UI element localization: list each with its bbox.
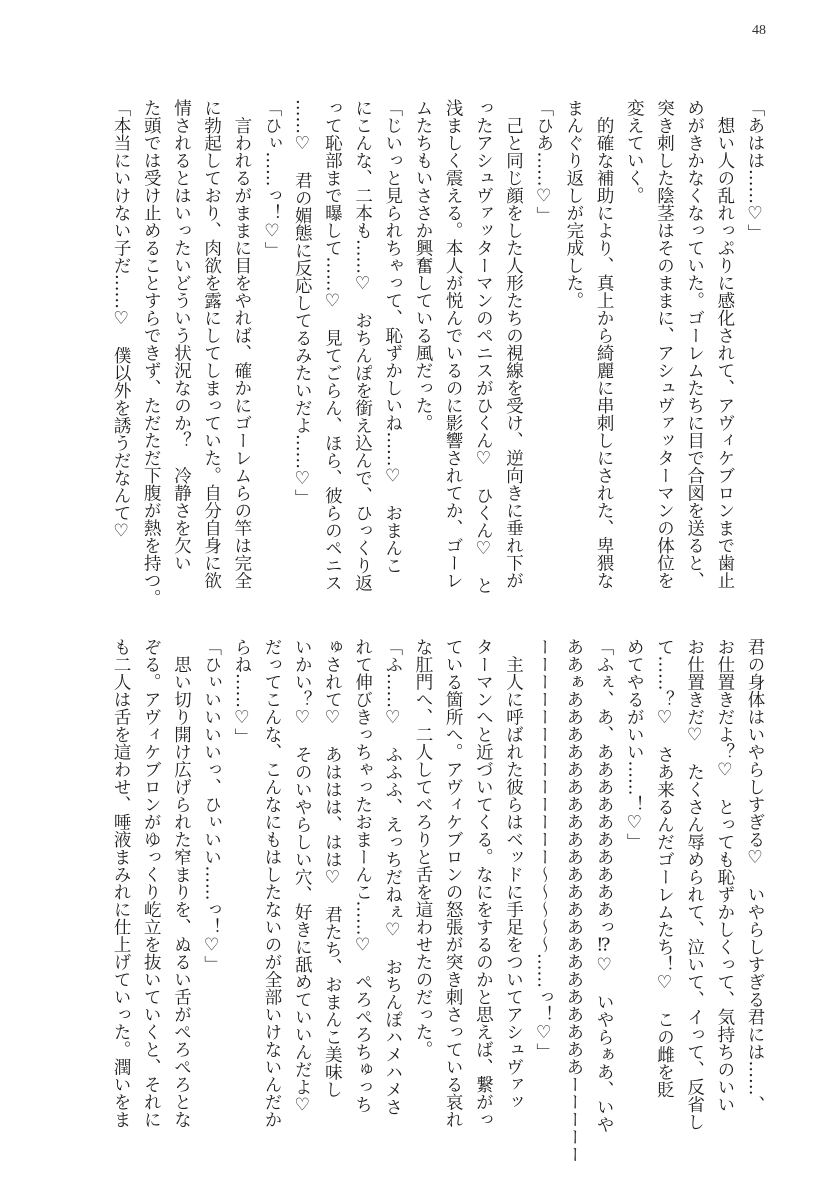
- top-text-block: [106, 99, 770, 607]
- bottom-text-block: [106, 638, 770, 1163]
- text-column: めてやるがいい……！♡」: [624, 638, 645, 851]
- text-column: 情されるとはいったいどういう状況なのか？ 冷静さを欠い: [171, 99, 192, 572]
- text-column: 君の身体はいやらしすぎる♡ いやらしすぎる君には……、: [745, 638, 765, 1113]
- text-column: 「ふぇ、あ、ああああああああああっ⁉♡ いやらぁあ、いや: [594, 638, 615, 1133]
- text-column: に勃起しており、肉欲を露にしてしまっていた。自分自身に欲: [201, 99, 222, 589]
- text-column: て……？♡ さあ来るんだゴーレムたち！♡ この雌を貶: [654, 638, 675, 1098]
- text-column: ああぁああああああああああああああああああああああーーーーー: [563, 638, 584, 1163]
- text-column: めがきかなくなっていた。ゴーレムたちに目で合図を送ると、: [684, 99, 705, 589]
- text-column: 「じいっと見られちゃって、恥ずかしいね……♡ おまんこ: [382, 99, 403, 574]
- text-column: 変えていく。: [624, 99, 645, 204]
- text-column: いかい？♡ そのいやらしい穴、好きに舐めていいんだよ♡: [292, 638, 313, 1116]
- text-column: らね……♡」: [231, 638, 252, 746]
- text-column: 主人に呼ばれた彼らはベッドに手足をついてアシュヴァッ: [503, 638, 524, 1111]
- text-column: 「あはは……♡」: [745, 99, 765, 242]
- text-column: 「ひぃ……っ！♡」: [262, 99, 282, 259]
- text-column: 浅ましく震える。本人が悦んでいるのに影響されてか、ゴーレ: [443, 99, 464, 589]
- text-column: ている箇所へ。アヴィケブロンの怒張が突き刺さっている哀れ: [443, 638, 464, 1128]
- text-column: 思い切り開け広げられた窄まりを、ぬるい舌がぺろぺろとな: [171, 638, 192, 1128]
- text-column: ーーーーーーーーーーーーー〜〜〜〜〜……っ！♡」: [533, 638, 554, 1061]
- text-column: お仕置きだ♡ たくさん辱められて、泣いて、イって、反省し: [684, 638, 705, 1131]
- text-column: 「ひあ……♡」: [533, 99, 554, 224]
- text-column: 「ひぃいいいいっ、ひぃいい……っ！♡」: [201, 638, 222, 973]
- text-column: って恥部まで曝して……♡ 見てごらん、ほら、彼らのペニス: [322, 99, 343, 592]
- text-column: 己と同じ顔をした人形たちの視線を受け、逆向きに垂れ下が: [503, 99, 524, 589]
- text-column: 想い人の乱れっぷりに感化されて、アヴィケブロンまで歯止: [714, 99, 735, 589]
- text-column: 「本当にいけない子だ……♡ 僕以外を誘うだなんて♡: [111, 99, 132, 542]
- text-column: も二人は舌を這わせ、唾液まみれに仕上げていった。潤いをま: [111, 638, 132, 1128]
- text-column: ゅされて♡ あははは、はは♡ 君たち、おまんこ美味し: [322, 638, 343, 1098]
- text-column: ムたちもいささか興奮している風だった。: [412, 99, 433, 432]
- text-column: 「ふ……♡ ふふふ、えっちだねぇ♡ おちんぽハメハメさ: [382, 638, 403, 1116]
- text-column: な肛門へ、二人してべろりと舌を這わせたのだった。: [412, 638, 433, 1058]
- text-column: お仕置きだよ？♡ とっても恥ずかしくって、気持ちのいい: [714, 638, 735, 1113]
- text-column: にこんな、二本も……♡ おちんぽを銜え込んで、ひっくり返: [352, 99, 373, 592]
- text-column: た頭では受け止めることすらできず、ただただ下腹が熱を持つ。: [141, 99, 162, 607]
- text-column: 的確な補助により、真上から綺麗に串刺しにされた、卑猥な: [594, 99, 615, 589]
- text-column: れて伸びきっちゃったおまーんこ……♡ ぺろぺろちゅっち: [352, 638, 373, 1113]
- text-column: 突き刺した陰茎はそのままに、アシュヴァッターマンの体位を: [654, 99, 675, 589]
- text-column: ターマンへと近づいてくる。なにをするのかと思えば、繋がっ: [473, 638, 494, 1128]
- text-column: だってこんな、こんなにもはしたないのが全部いけないんだか: [262, 638, 282, 1128]
- text-column: まんぐり返しが完成した。: [563, 99, 584, 309]
- text-column: 言われるがままに目をやれば、確かにゴーレムらの竿は完全: [231, 99, 252, 589]
- page-number: 48: [752, 23, 766, 38]
- text-column: ……♡ 君の媚態に反応してるみたいだよ……♡」: [292, 99, 313, 507]
- text-column: ったアシュヴァッターマンのペニスがひくん♡ ひくん♡ と: [473, 99, 494, 594]
- text-column: ぞる。アヴィケブロンがゆっくり屹立を抜いていくと、それに: [141, 638, 162, 1128]
